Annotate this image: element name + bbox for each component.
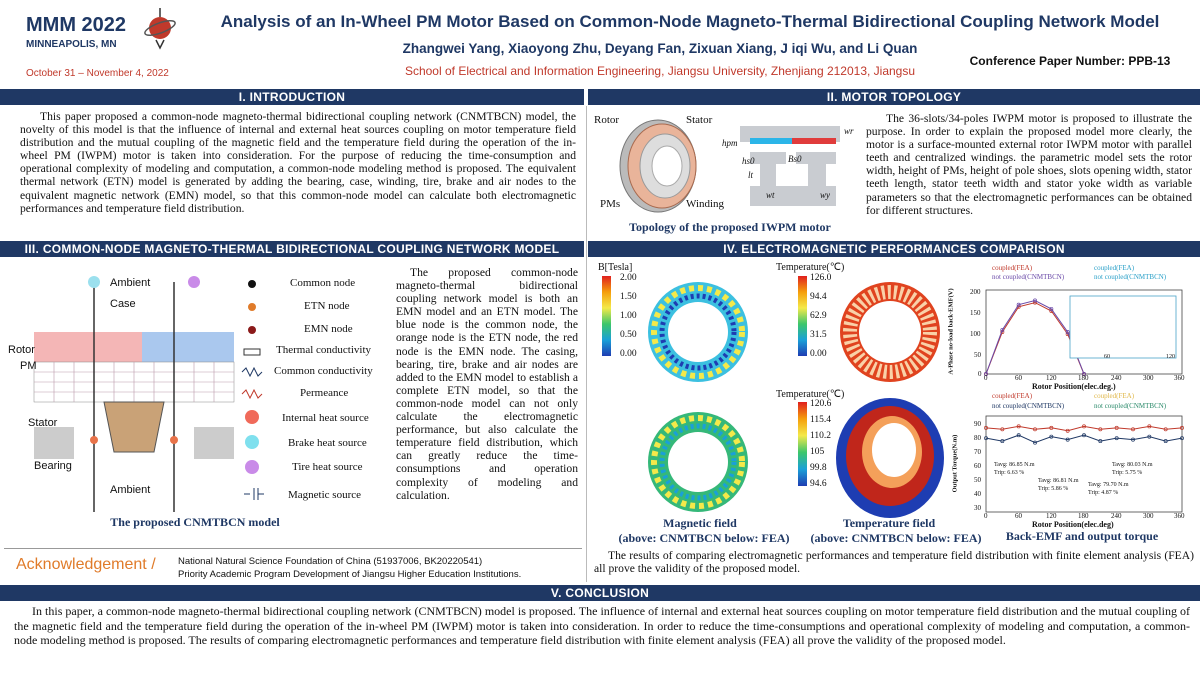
b-colorbar — [602, 276, 611, 356]
label-winding: Winding — [686, 198, 725, 210]
emf-xtick-0: 0 — [984, 374, 988, 382]
emf-ytick-4: 0 — [978, 370, 982, 378]
torque-annotation: Tavg: 80.03 N.m — [1112, 462, 1153, 468]
t1-tick: 126.0 — [810, 273, 832, 283]
intro-text: This paper proposed a common-node magneto-thermal bidirectional coupling network (CNMTBCN) model, the novelty of this model is that the influence of internal and external heat sources coupling on motor temperature field distribution and the mutual coupling of the magnetic field and the temperature field during the operation of the in-wheel PM (IWPM) motor is taken into consideration. For the purpose of reducing the time-consumption and operational complexity of modeling and computation, a common-node modeling method is proposed. The equivalent thermal network (ETN) model is generated by adding the bearing, case, winding, tire, brake and air nodes to the equivalent magnetic network (EMN) model, so that this common-node model can calculate both electromagnetic performances and temperature field distribution. — [20, 110, 576, 215]
torque-ytick-0: 90 — [974, 420, 981, 428]
label-rotor: Rotor — [594, 114, 620, 126]
torque-ytick-1: 80 — [974, 434, 981, 442]
model-text: The proposed common-node magneto-thermal bidirectional coupling network model is both an EMN model and an ETN model. The blue node is the common node, the orange node is the ETN node, the red node is the EMN node. The casing, bearing, tire, brake and air nodes are added to the EMN model to establish a complete ETN model, so that the common-node model can not only calculate the electromagnetic performance, but also calculate the temperature field distribution, which can greatly reduce the time-consumptions and operation complexity of modeling and calculation. — [396, 266, 578, 502]
emf-xlabel: Rotor Position(elec.deg.) — [1032, 382, 1116, 391]
torque-svg — [952, 390, 1196, 528]
diagram-stator: Stator — [28, 417, 58, 429]
t2-tick: 94.6 — [810, 479, 827, 489]
torque-annotation: Trip: 5.86 % — [1038, 486, 1069, 492]
emf-xtick-6: 360 — [1174, 374, 1185, 382]
torque-legend-0: coupled(FEA) — [992, 392, 1033, 400]
label-wt: wt — [766, 190, 775, 200]
legend-tire-heat: Tire heat source — [292, 461, 363, 473]
legend-etn-node: ETN node — [304, 300, 350, 312]
t2-tick: 105 — [810, 447, 825, 457]
t1-tick: 62.9 — [810, 311, 827, 321]
caption-temperature-sub: (above: CNMTBCN below: FEA) — [810, 531, 982, 545]
section-model-heading: III. COMMON-NODE MAGNETO-THERMAL BIDIRECTIONAL COUPLING NETWORK MODEL — [0, 241, 584, 257]
topology-figure — [590, 108, 866, 236]
legend-common-node: Common node — [290, 277, 356, 289]
caption-curves: Back-EMF and output torque — [1005, 529, 1159, 543]
ack-heading: Acknowledgement / — [16, 556, 156, 573]
label-hpm: hpm — [722, 138, 738, 148]
logo — [12, 6, 182, 82]
cnmtbcn-diagram — [4, 262, 396, 534]
paper-number: Conference Paper Number: PPB-13 — [969, 54, 1171, 68]
diagram-case: Case — [110, 298, 136, 310]
t2-colorbar — [798, 402, 807, 486]
logo-title: MMM 2022 — [26, 14, 127, 36]
emf-xtick-2: 120 — [1046, 374, 1057, 382]
b-tick: 0.00 — [620, 349, 637, 359]
emf-ytick-3: 50 — [974, 351, 981, 359]
emf-ytick-0: 200 — [970, 288, 981, 296]
affiliation: School of Electrical and Information Engineering, Jiangsu University, Zhenjiang 212013, Jiangsu — [404, 64, 916, 78]
torque-annotation: Tavg: 79.70 N.m — [1088, 482, 1129, 488]
b-tick: 2.00 — [620, 273, 637, 283]
diagram-rotor: Rotor — [8, 344, 35, 356]
torque-xlabel: Rotor Position(elec.deg) — [1032, 520, 1114, 529]
emf-legend-2: coupled(FEA) — [1094, 264, 1135, 272]
torque-xtick-4: 240 — [1111, 512, 1122, 520]
section-em-heading: IV. ELECTROMAGNETIC PERFORMANCES COMPARISON — [588, 241, 1200, 257]
torque-xtick-3: 180 — [1078, 512, 1089, 520]
label-bs0: Bs0 — [788, 154, 802, 164]
diagram-pm: PM — [20, 360, 37, 372]
topology-text: The 36-slots/34-poles IWPM motor is proposed to illustrate the purpose. In order to explain the proposed model more clearly, the motor is a surface-mounted external rotor IWPM motor with parallel teeth and centralized windings. the parametric model sets the rotor width, height of PMs, height of pole shoes, slots opening width, stator teeth length, stator teeth width and stator yoke width as variable parameters so that the electromagnetic performances can be obtained for different structures. — [866, 112, 1192, 217]
torque-annotation: Tavg: 86.85 N.m — [994, 462, 1035, 468]
emf-ytick-1: 150 — [970, 309, 981, 317]
globe-icon — [142, 8, 178, 50]
authors: Zhangwei Yang, Xiaoyong Zhu, Deyang Fan, Zixuan Xiang, J iqi Wu, and Li Quan — [402, 41, 918, 56]
emf-legend-0: coupled(FEA) — [992, 264, 1033, 272]
emf-xtick-3: 180 — [1078, 374, 1089, 382]
t1-colorbar — [798, 276, 807, 356]
diagram-bearing: Bearing — [34, 460, 72, 472]
conclusion-text: In this paper, a common-node magneto-thermal bidirectional coupling network (CNMTBCN) model is proposed. The influence of internal and external heat sources coupling on motor temperature field distribution and the mutual coupling of the magnetic field and the temperature field during the operation of the in-wheel PM (IWPM) motor is taken into consideration. In order to reduce the time-consumptions and operational complexity of modeling and computation, a common-node modeling method is proposed. The results of comparing electromagnetic performances and temperature field distribution with finite element analysis (FEA) all prove the validity of the proposed model. — [14, 604, 1190, 647]
torque-xtick-5: 300 — [1143, 512, 1154, 520]
legend-permeance: Permeance — [300, 387, 349, 399]
torque-ytick-6: 30 — [974, 504, 981, 512]
t1-tick: 94.4 — [810, 292, 827, 302]
emf-chart — [947, 262, 1196, 391]
emf-ytick-2: 100 — [970, 330, 981, 338]
legend-internal-heat: Internal heat source — [282, 412, 369, 424]
torque-annotation: Tavg: 86.81 N.m — [1038, 478, 1079, 484]
diagram-ambient-top: Ambient — [110, 277, 151, 289]
legend-brake-heat: Brake heat source — [288, 437, 367, 449]
torque-xtick-0: 0 — [984, 512, 988, 520]
em-text: The results of comparing electromagnetic performances and temperature field distribution with finite element analysis (FEA) all prove the validity of the proposed model. — [594, 549, 1194, 576]
torque-xtick-1: 60 — [1015, 512, 1022, 520]
magnetic-field-fea — [644, 408, 752, 516]
torque-xtick-2: 120 — [1046, 512, 1057, 520]
legend-emn-node: EMN node — [304, 323, 353, 335]
emf-inset-tick-1: 120 — [1166, 354, 1175, 360]
b-title: B[Tesla] — [598, 262, 633, 273]
b-tick: 1.50 — [620, 292, 637, 302]
torque-ylabel: Output Torque(N.m) — [951, 434, 959, 493]
caption-magnetic: Magnetic field — [663, 516, 737, 530]
label-stator: Stator — [686, 114, 713, 126]
label-hs0: hs0 — [742, 156, 755, 166]
emf-inset-tick-0: 60 — [1104, 354, 1110, 360]
t2-tick: 99.8 — [810, 463, 827, 473]
section-conclusion-heading: V. CONCLUSION — [0, 585, 1200, 601]
label-wy: wy — [820, 190, 830, 200]
t2-tick: 115.4 — [810, 415, 832, 425]
topology-caption: Topology of the proposed IWPM motor — [629, 220, 831, 234]
torque-ytick-3: 60 — [974, 462, 981, 470]
temperature-field-fea — [834, 396, 946, 520]
torque-annotation: Trip: 4.87 % — [1088, 490, 1119, 496]
torque-annotation: Trip: 6.63 % — [994, 470, 1025, 476]
torque-ytick-5: 40 — [974, 490, 981, 498]
section-topology-heading: II. MOTOR TOPOLOGY — [588, 89, 1200, 105]
model-caption: The proposed CNMTBCN model — [110, 515, 280, 529]
emf-xtick-4: 240 — [1111, 374, 1122, 382]
t2-title: Temperature(℃) — [776, 389, 845, 400]
torque-legend-1: coupled(FEA) — [1094, 392, 1135, 400]
torque-annotation: Trip: 5.75 % — [1112, 470, 1143, 476]
t2-tick: 110.2 — [810, 431, 832, 441]
t2-tick: 120.6 — [810, 399, 832, 409]
caption-temperature: Temperature field — [842, 516, 936, 530]
emf-legend-1: not coupled(CNMTBCN) — [992, 273, 1065, 281]
conference-dates: October 31 – November 4, 2022 — [26, 68, 169, 79]
label-lt: lt — [748, 170, 754, 180]
emf-legend-3: not coupled(CNMTBCN) — [1094, 273, 1167, 281]
torque-ytick-4: 50 — [974, 476, 981, 484]
torque-xtick-6: 360 — [1174, 512, 1185, 520]
legend-thermal-conductivity: Thermal conductivity — [276, 344, 371, 356]
torque-chart — [952, 390, 1196, 528]
ack-divider — [4, 548, 582, 549]
diagram-ambient-bottom: Ambient — [110, 484, 151, 496]
emf-ylabel: A-Phase no-load back-EMF(V) — [947, 288, 955, 375]
legend-common-conductivity: Common conductivity — [274, 365, 373, 377]
t1-tick: 0.00 — [810, 349, 827, 359]
torque-legend-3: not coupled(CNMTBCN) — [1094, 402, 1167, 410]
temperature-field-cnmtbcn — [836, 278, 944, 386]
section-intro-heading: I. INTRODUCTION — [0, 89, 584, 105]
label-pms: PMs — [600, 198, 621, 210]
emf-xtick-5: 300 — [1143, 374, 1154, 382]
b-tick: 1.00 — [620, 311, 637, 321]
legend-magnetic-source: Magnetic source — [288, 489, 361, 501]
emf-inset — [1070, 296, 1176, 358]
ack-line2: Priority Academic Program Development of Jiangsu Higher Education Institutions. — [178, 569, 522, 580]
torque-ytick-2: 70 — [974, 448, 981, 456]
b-tick: 0.50 — [620, 330, 637, 340]
magnetic-field-cnmtbcn — [644, 278, 752, 386]
torque-legend-2: not coupled(CNMTBCN) — [992, 402, 1065, 410]
caption-magnetic-sub: (above: CNMTBCN below: FEA) — [618, 531, 790, 545]
label-wr: wr — [844, 126, 854, 136]
emf-xtick-1: 60 — [1015, 374, 1022, 382]
ack-line1: National Natural Science Foundation of China (51937006, BK20220541) — [178, 556, 483, 567]
emf-svg — [952, 262, 1196, 390]
t1-tick: 31.5 — [810, 330, 827, 340]
logo-city: MINNEAPOLIS, MN — [26, 39, 117, 50]
t1-title: Temperature(℃) — [776, 262, 845, 273]
column-divider — [586, 106, 587, 582]
poster-title: Analysis of an In-Wheel PM Motor Based on Common-Node Magneto-Thermal Bidirectional Coupling Network Model — [220, 12, 1160, 31]
